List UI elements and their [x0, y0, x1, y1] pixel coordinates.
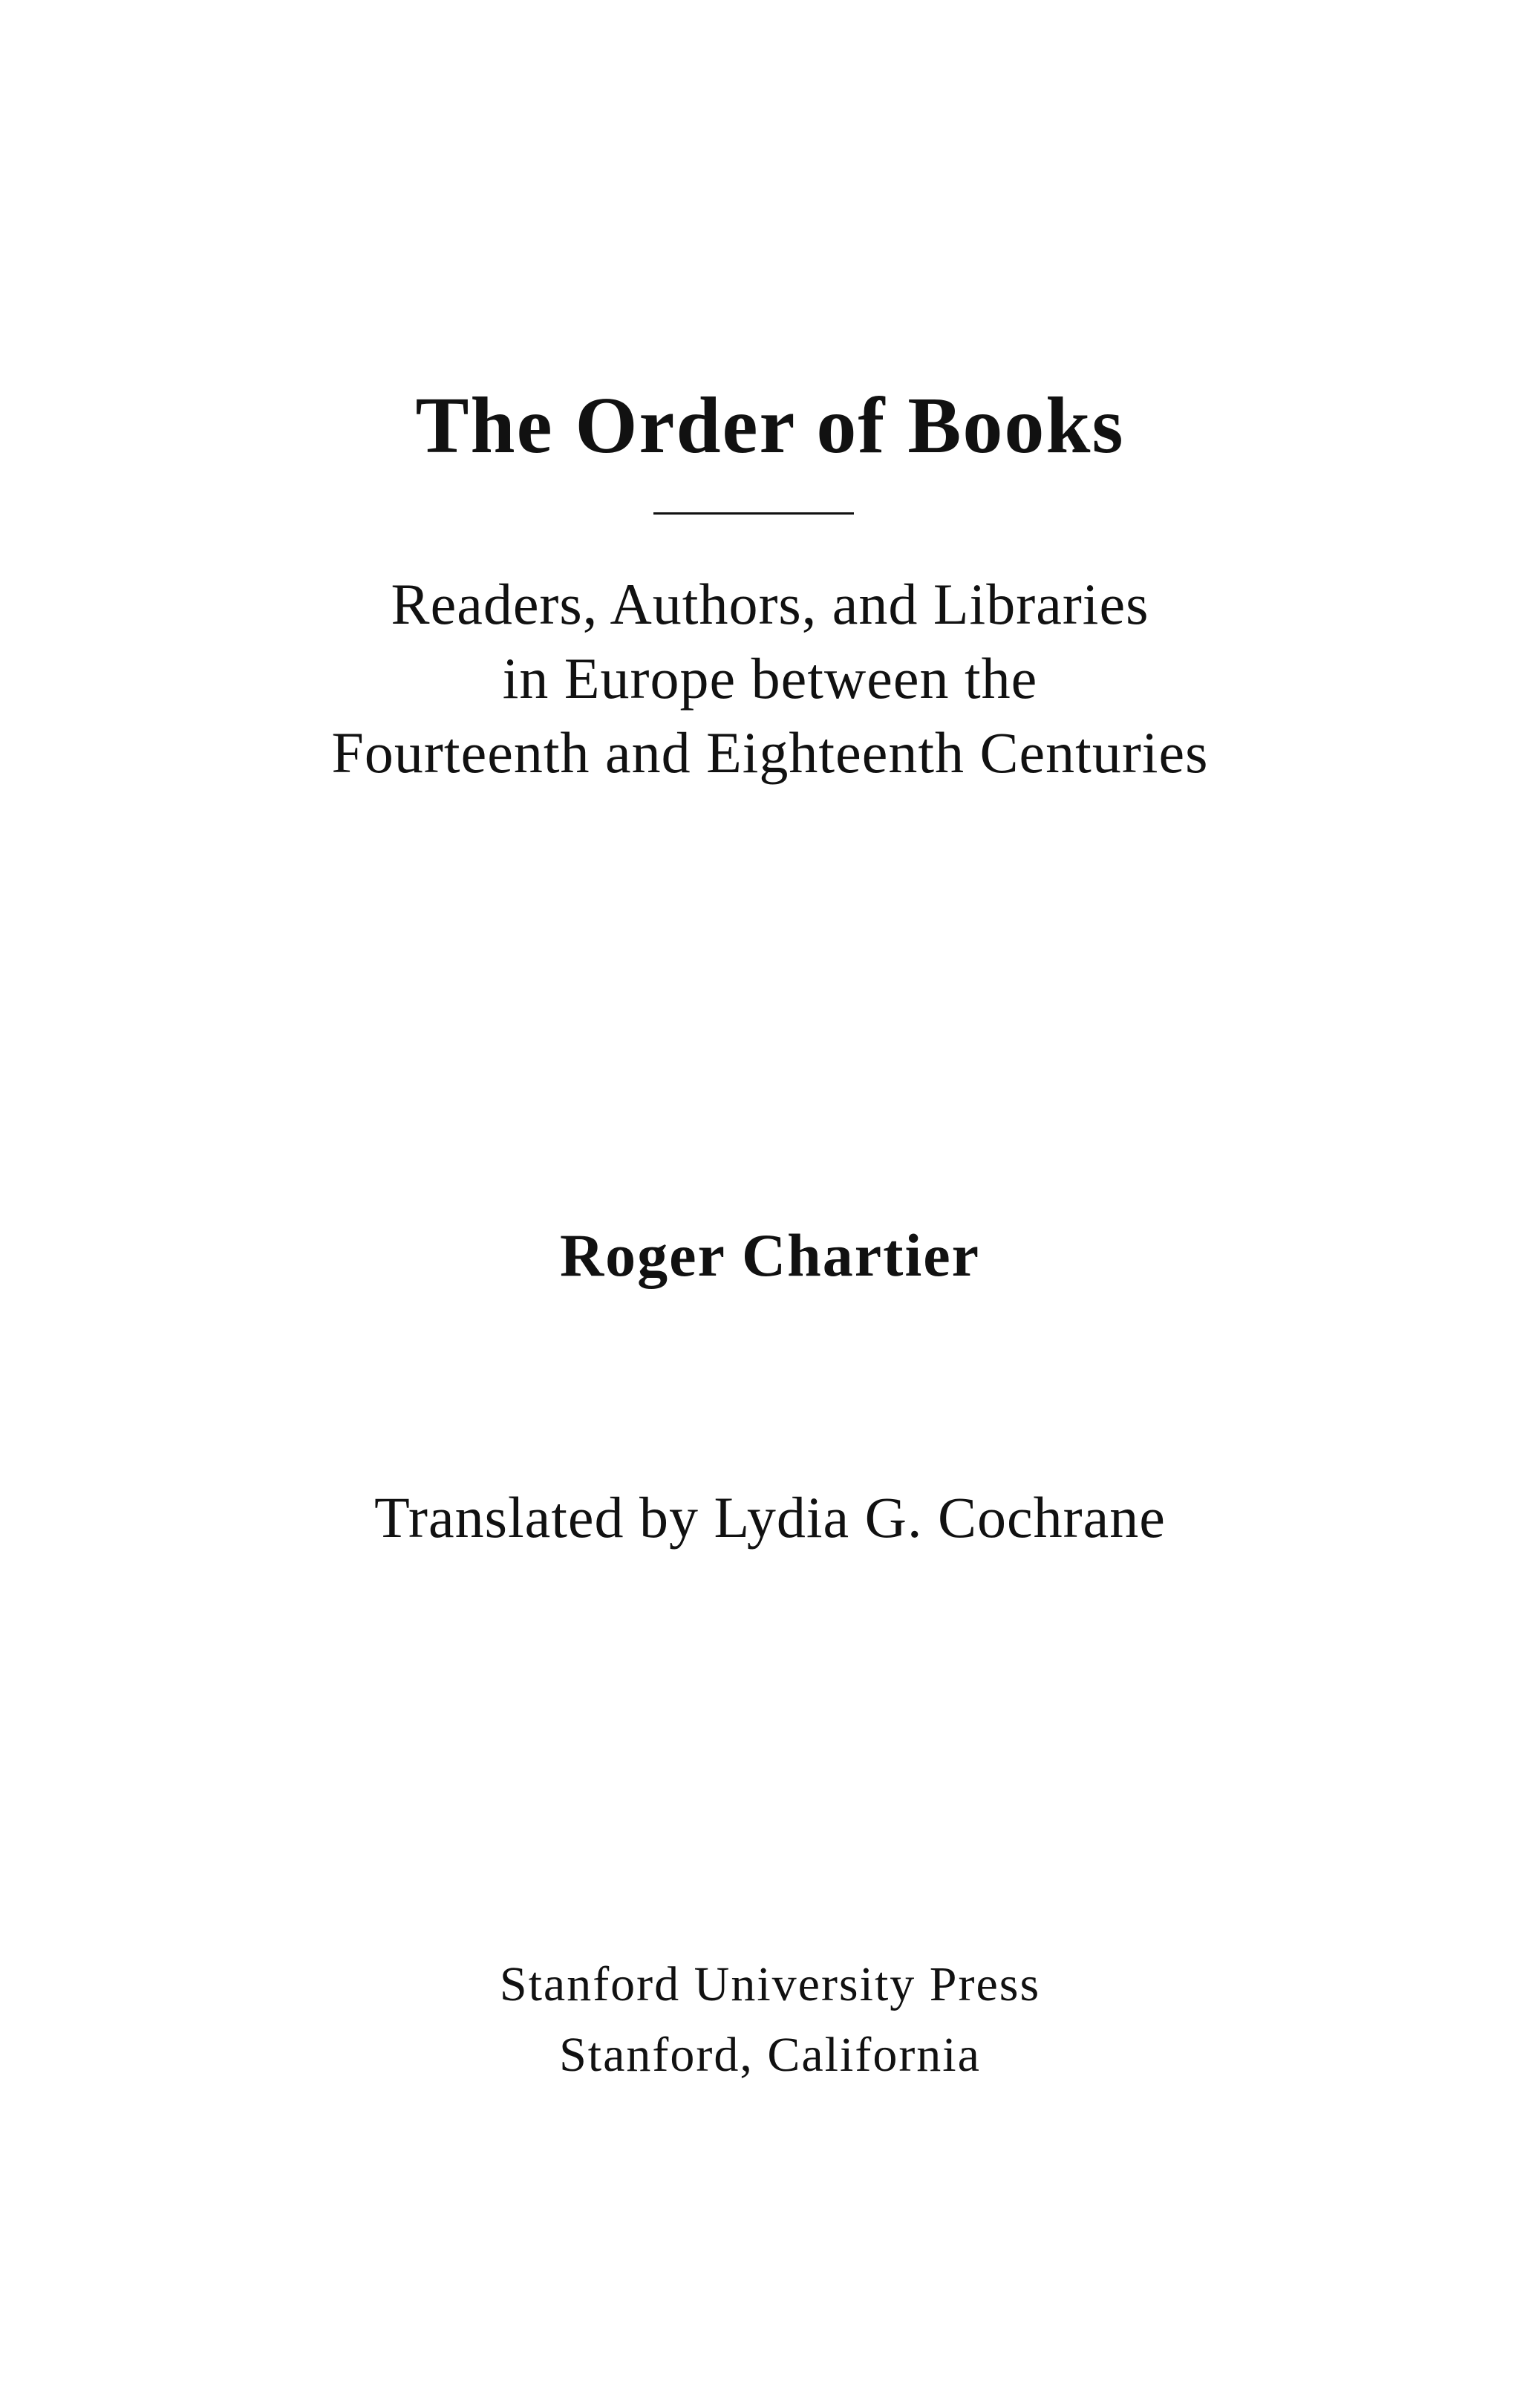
subtitle-line-2: in Europe between the — [502, 646, 1038, 711]
book-title: The Order of Books — [415, 382, 1125, 470]
title-rule — [653, 512, 854, 515]
publisher-name: Stanford University Press — [499, 1957, 1041, 2011]
publisher-location: Stanford, California — [559, 2028, 981, 2082]
subtitle-line-3: Fourteenth and Eighteenth Centuries — [331, 720, 1209, 785]
subtitle-line-1: Readers, Authors, and Libraries — [391, 572, 1149, 636]
translator-credit: Translated by Lydia G. Cochrane — [374, 1485, 1166, 1550]
author-name: Roger Chartier — [559, 1221, 981, 1289]
